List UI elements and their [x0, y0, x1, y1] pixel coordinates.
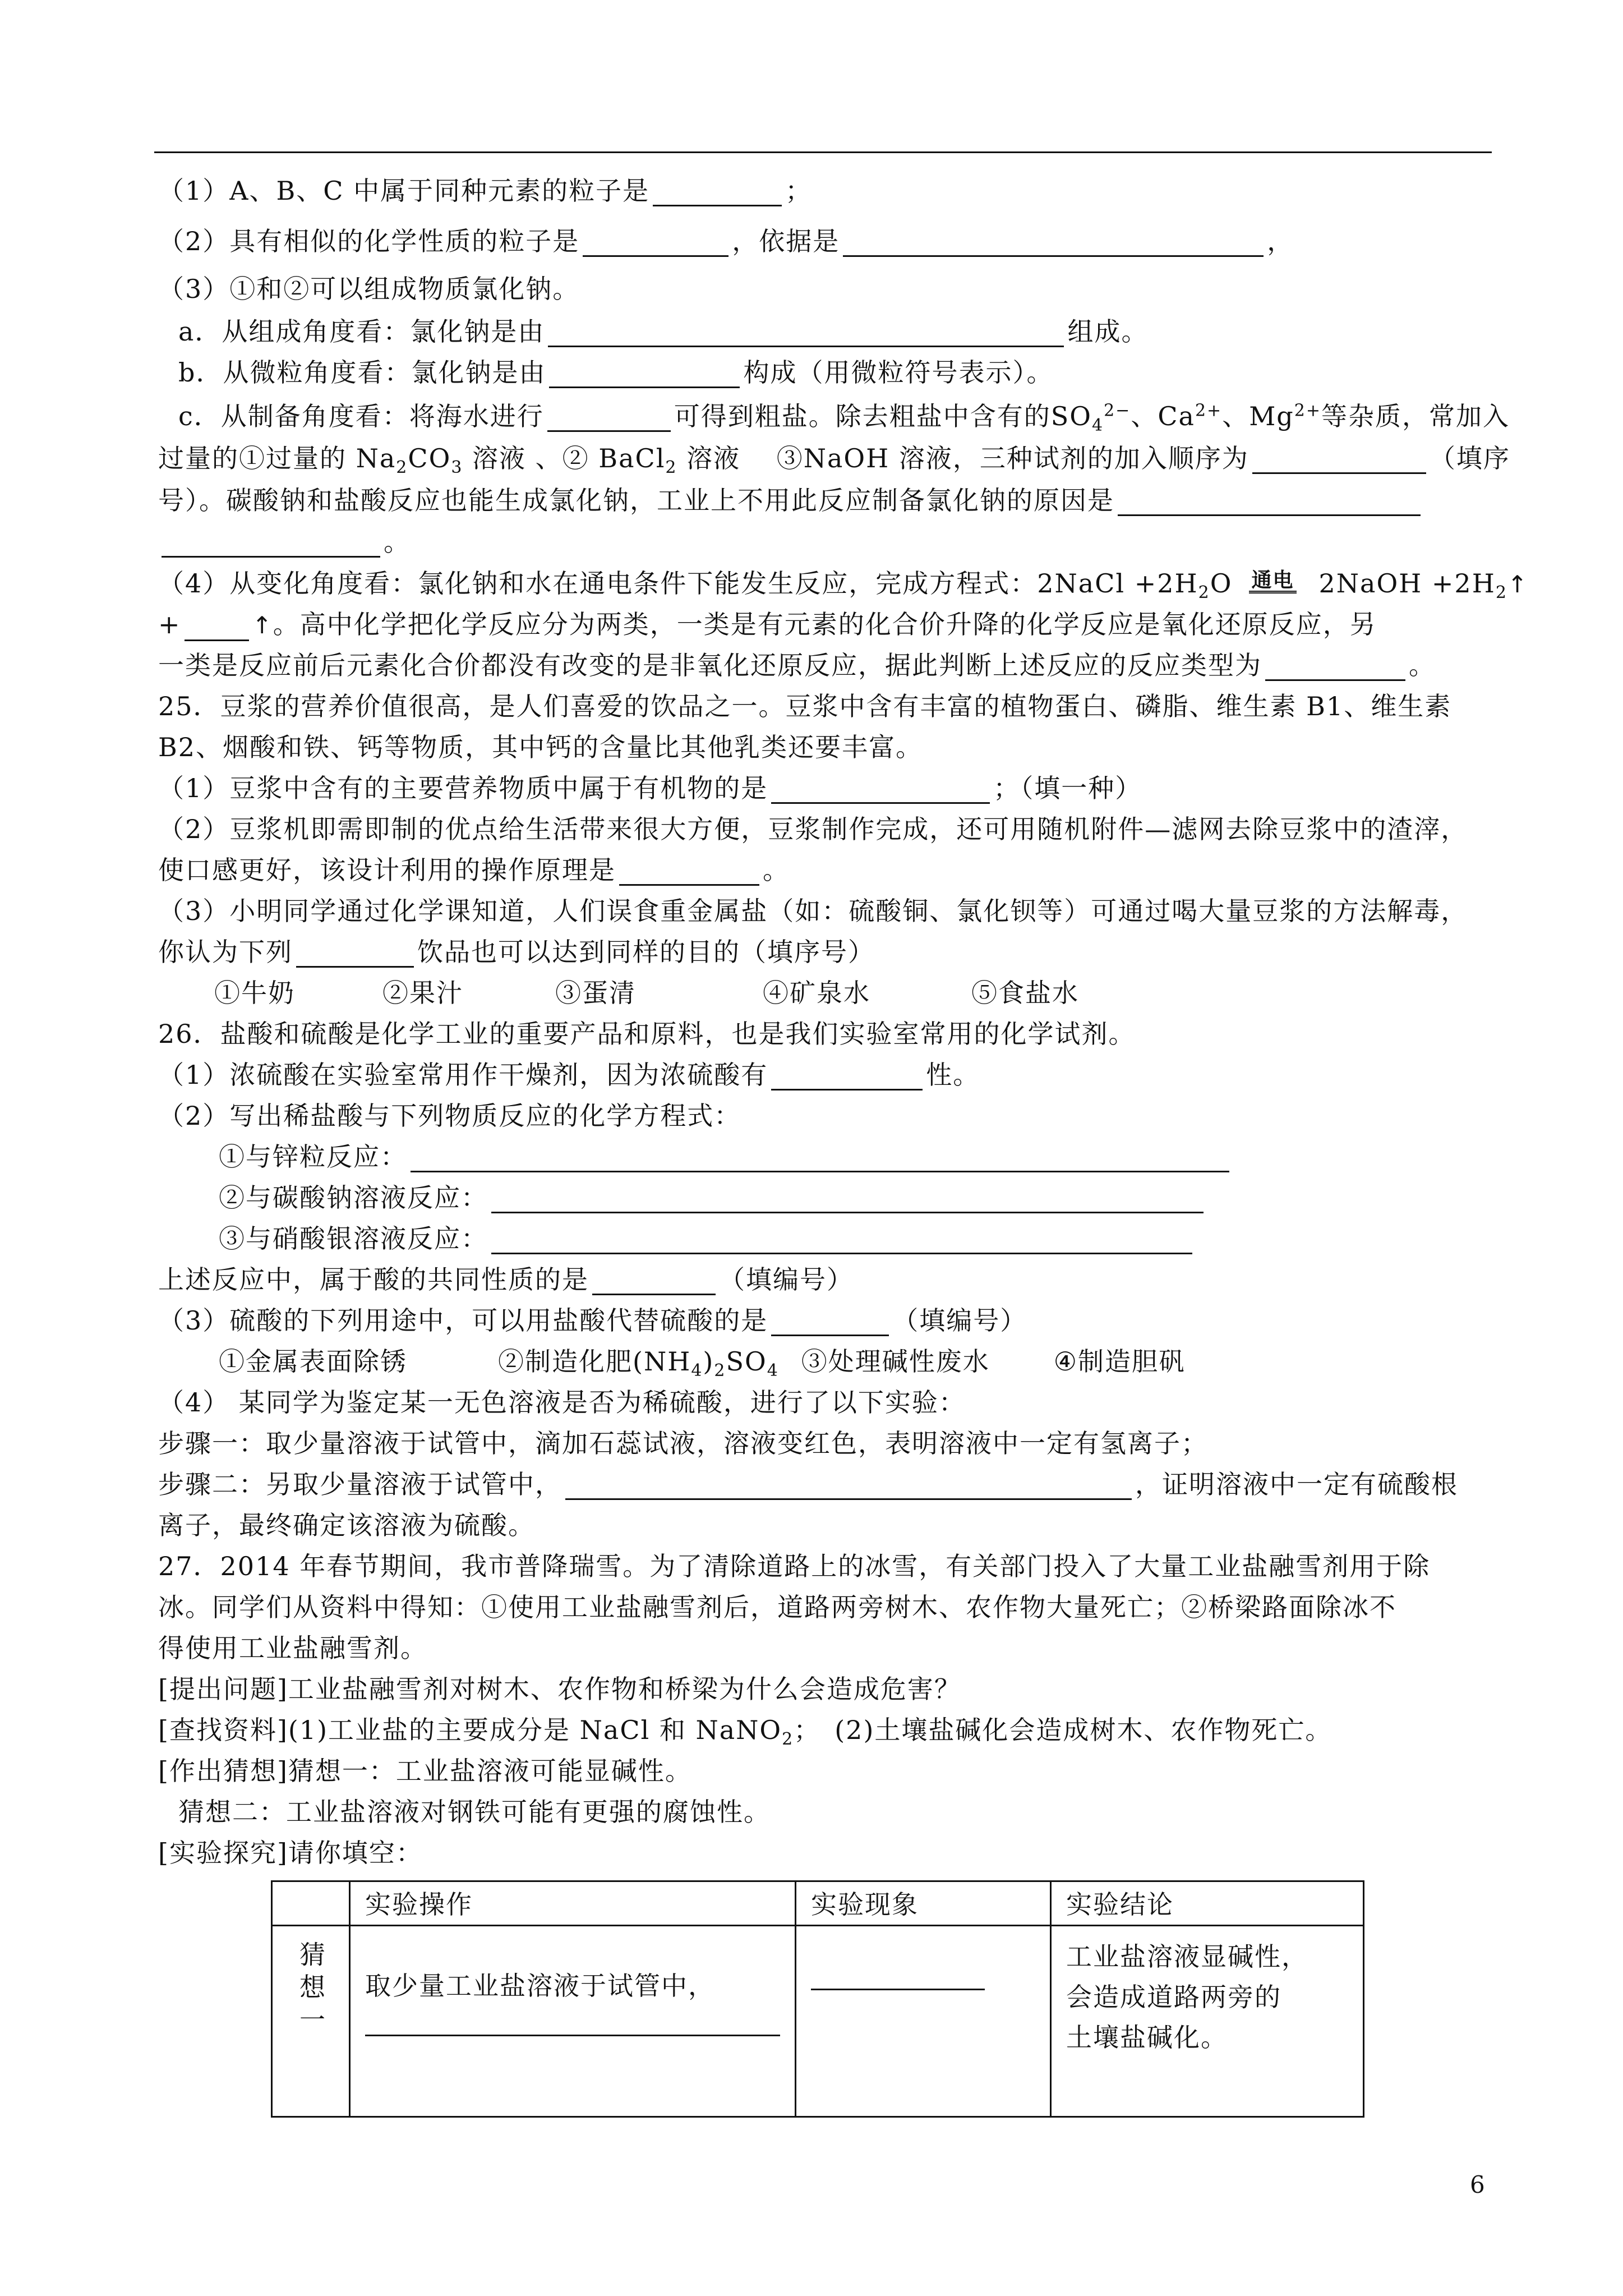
- q25-stem-line2: B2、烟酸和铁、钙等物质，其中钙的含量比其他乳类还要丰富。: [158, 732, 923, 762]
- q26-step1: 步骤一：取少量溶液于试管中，滴加石蕊试液，溶液变红色，表明溶液中一定有氢离子；: [158, 1428, 1208, 1458]
- q24-part3: （3）①和②可以组成物质氯化钠。: [158, 274, 580, 304]
- table-header-cell: 实验现象: [796, 1881, 1051, 1926]
- answer-blank[interactable]: [549, 360, 740, 388]
- answer-blank[interactable]: [583, 228, 728, 257]
- answer-blank[interactable]: [565, 1471, 1132, 1500]
- answer-blank[interactable]: [1252, 445, 1426, 474]
- q25-part2: （2）豆浆机即需即制的优点给生活带来很大方便，豆浆制作完成，还可用随机附件—滤网去除豆浆中的渣滓，: [158, 814, 1468, 844]
- q26-part1: （1）浓硫酸在实验室常用作干燥剂，因为浓硫酸有 性。: [158, 1060, 980, 1090]
- q24-part4: （4）从变化角度看：氯化钠和水在通电条件下能发生反应，完成方程式：2NaCl $+2H_2O$ 通电 2NaOH $+2H_2↑$: [158, 568, 1529, 603]
- q27-stem-line3: 得使用工业盐融雪剂。: [158, 1633, 427, 1663]
- electrolysis-condition: 通电: [1249, 570, 1296, 593]
- q24-part-c: c．从制备角度看：将海水进行 可得到粗盐。除去粗盐中含有的$SO_4^{2-}$、$Ca^{2+}$、$Mg^{2+}$等杂质，常加入: [178, 401, 1510, 436]
- answer-blank[interactable]: [162, 529, 380, 558]
- q26-part3: （3）硫酸的下列用途中，可以用盐酸代替硫酸的是 （填编号）: [158, 1305, 1027, 1336]
- answer-blank[interactable]: [185, 613, 249, 641]
- q25-part3-b: 你认为下列 饮品也可以达到同样的目的（填序号）: [158, 937, 875, 967]
- option-egg-white: ③蛋清: [555, 978, 636, 1008]
- conclusion-cell: [1051, 1926, 1364, 2117]
- row-label-cell: [272, 1926, 350, 2117]
- option-juice: ②果汁: [382, 978, 463, 1008]
- conclusion-line: 土壤盐碱化。: [1066, 2022, 1228, 2053]
- q24-part1: （1）A、B、C 中属于同种元素的粒子是 ；: [158, 176, 813, 206]
- gas-arrow-icon: ↑: [252, 611, 273, 639]
- answer-blank[interactable]: [843, 228, 1264, 257]
- option-mineral-water: ④矿泉水: [763, 978, 870, 1008]
- q24-part-c4: 。: [158, 526, 411, 558]
- answer-blank[interactable]: [411, 1144, 1229, 1172]
- answer-blank[interactable]: [548, 319, 1064, 347]
- q26-reaction-silver-nitrate: ③与硝酸银溶液反应：: [219, 1223, 1196, 1254]
- table-header-row: [272, 1881, 1364, 1926]
- table-header-cell: 实验结论: [1051, 1881, 1364, 1926]
- q27-info: [查找资料](1)工业盐的主要成分是 NaCl 和 NaNO$_2$； (2)土壤盐碱化会造成树木、农作物死亡。: [158, 1715, 1332, 1750]
- q26-stem: 26．盐酸和硫酸是化学工业的重要产品和原料，也是我们实验室常用的化学试剂。: [158, 1019, 1136, 1049]
- q24-part4-b: + ↑。高中化学把化学反应分为两类，一类是有元素的化合价升降的化学反应是氧化还原反应，另: [158, 609, 1377, 641]
- q24-part-c3: 号）。碳酸钠和盐酸反应也能生成氯化钠，工业上不用此反应制备氯化钠的原因是: [158, 485, 1424, 516]
- q26-uses: ①金属表面除锈 ②制造化肥$(NH_4)_2SO_4$ ③处理碱性废水 ④制造胆矾: [219, 1346, 1186, 1381]
- table-header-cell: [272, 1881, 350, 1926]
- option-milk: ①牛奶: [214, 978, 295, 1008]
- header-rule: [154, 151, 1492, 153]
- q25-part3: （3）小明同学通过化学课知道，人们误食重金属盐（如：硫酸铜、氯化钡等）可通过喝大量豆浆的方法解毒，: [158, 896, 1468, 926]
- phenomenon-cell: [796, 1926, 1051, 2117]
- q27-explore: [实验探究]请你填空：: [158, 1838, 423, 1868]
- answer-blank[interactable]: [491, 1185, 1204, 1213]
- experiment-table: [271, 1880, 1364, 2118]
- table-row: [272, 1926, 1364, 2117]
- page-number: 6: [1470, 2171, 1485, 2198]
- answer-blank[interactable]: [811, 1977, 985, 1990]
- q26-common-property: 上述反应中，属于酸的共同性质的是 （填编号）: [158, 1264, 854, 1295]
- q25-part1: （1）豆浆中含有的主要营养物质中属于有机物的是 ；（填一种）: [158, 773, 1142, 803]
- answer-blank[interactable]: [592, 1267, 716, 1295]
- answer-blank[interactable]: [619, 857, 759, 886]
- option-salt-water: ⑤食盐水: [971, 978, 1079, 1008]
- conclusion-line: 会造成道路两旁的: [1066, 1982, 1281, 2012]
- q27-stem-line2: 冰。同学们从资料中得知：①使用工业盐融雪剂后，道路两旁树木、农作物大量死亡；②桥梁路面除冰不: [158, 1592, 1396, 1622]
- answer-blank[interactable]: [491, 1226, 1192, 1254]
- answer-blank[interactable]: [653, 178, 782, 206]
- operation-text: 取少量工业盐溶液于试管中，: [365, 1971, 715, 2001]
- q27-guess1: [作出猜想]猜想一：工业盐溶液可能显碱性。: [158, 1756, 692, 1786]
- answer-blank[interactable]: [365, 2023, 780, 2036]
- answer-blank[interactable]: [1118, 487, 1421, 516]
- q26-reaction-carbonate: ②与碳酸钠溶液反应：: [219, 1182, 1207, 1213]
- conclusion-line: 工业盐溶液显碱性，: [1066, 1941, 1308, 1972]
- q27-question: [提出问题]工业盐融雪剂对树木、农作物和桥梁为什么会造成危害？: [158, 1674, 961, 1704]
- q24-part-b: b．从微粒角度看：氯化钠是由 构成（用微粒符号表示）。: [178, 357, 1054, 388]
- q25-stem-line1: 25．豆浆的营养价值很高，是人们喜爱的饮品之一。豆浆中含有丰富的植物蛋白、磷脂、维生素 B1、维生素: [158, 691, 1452, 721]
- q26-step2-b: 离子，最终确定该溶液为硫酸。: [158, 1510, 535, 1540]
- answer-blank[interactable]: [771, 1308, 889, 1336]
- q24-part2: （2）具有相似的化学性质的粒子是 ，依据是 ，: [158, 226, 1294, 256]
- q24-part4-c: 一类是反应前后元素化合价都没有改变的是非氧化还原反应，据此判断上述反应的反应类型为 。: [158, 650, 1436, 680]
- row-label: 猜想一: [296, 1941, 326, 2039]
- q26-reaction-zinc: ①与锌粒反应：: [219, 1141, 1233, 1172]
- answer-blank[interactable]: [771, 775, 990, 804]
- answer-blank[interactable]: [547, 403, 671, 432]
- q25-part2-b: 使口感更好，该设计利用的操作原理是 。: [158, 855, 790, 885]
- q26-part2: （2）写出稀盐酸与下列物质反应的化学方程式：: [158, 1101, 741, 1131]
- q26-step2: 步骤二：另取少量溶液于试管中， ，证明溶液中一定有硫酸根: [158, 1469, 1458, 1499]
- q26-part4: （4） 某同学为鉴定某一无色溶液是否为稀硫酸，进行了以下实验：: [158, 1387, 966, 1418]
- operation-cell: [350, 1926, 796, 2117]
- q25-options: [214, 977, 1079, 1009]
- answer-blank[interactable]: [771, 1062, 923, 1091]
- q24-part-c2: 过量的①过量的 $Na_2CO_3$ 溶液 、② BaCl$_2$ 溶液 ③NaOH 溶液，三种试剂的加入顺序为 （填序: [158, 443, 1510, 478]
- table-header-cell: 实验操作: [350, 1881, 796, 1926]
- q27-guess2: 猜想二：工业盐溶液对钢铁可能有更强的腐蚀性。: [178, 1797, 771, 1827]
- answer-blank[interactable]: [296, 939, 414, 968]
- answer-blank[interactable]: [1265, 652, 1405, 681]
- q27-stem-line1: 27．2014 年春节期间，我市普降瑞雪。为了清除道路上的冰雪，有关部门投入了大量工业盐融雪剂用于除: [158, 1551, 1431, 1581]
- q24-part-a: a．从组成角度看：氯化钠是由 组成。: [178, 316, 1149, 347]
- gas-arrow-icon: ↑: [1507, 570, 1529, 598]
